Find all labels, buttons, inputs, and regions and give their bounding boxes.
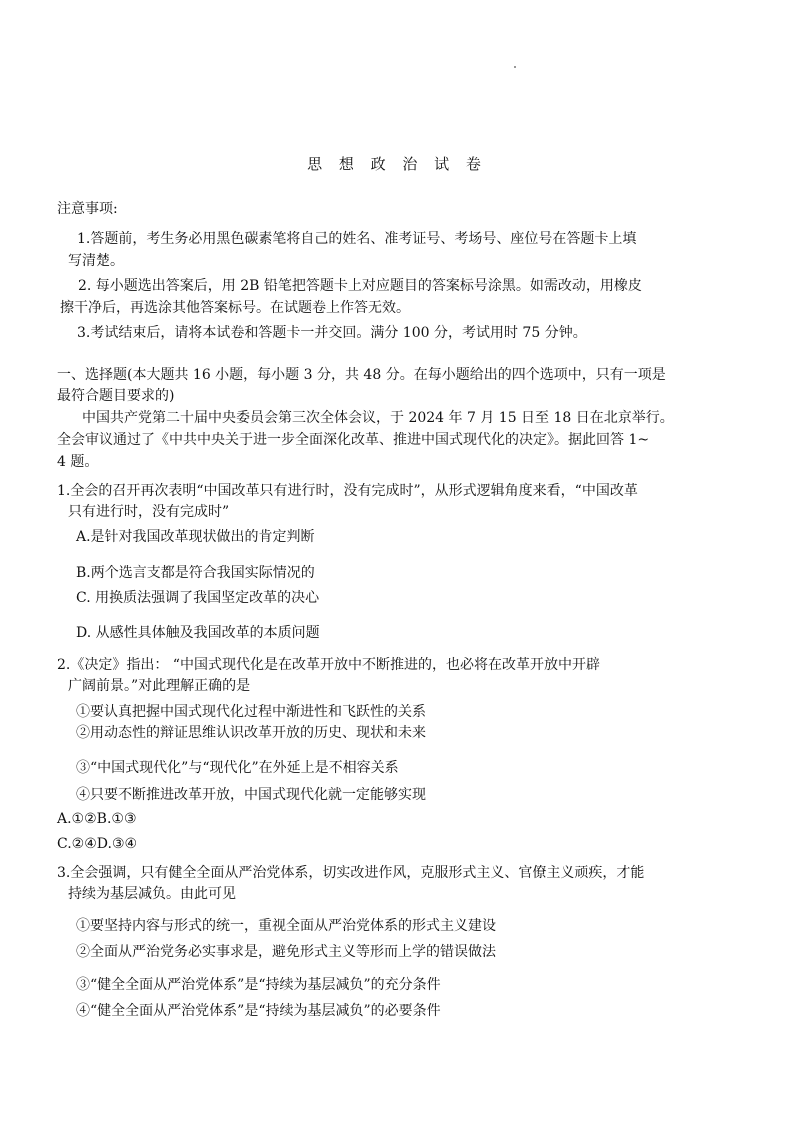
notice-item-2-line-2: 擦干净后，再选涂其他答案标号。在试题卷上作答无效。 bbox=[60, 300, 410, 316]
question-3-statement-2: ②全面从严治党务必实事求是，避免形式主义等形而上学的错误做法 bbox=[76, 944, 496, 960]
question-1-option-c: C. 用换质法强调了我国坚定改革的决心 bbox=[76, 590, 320, 606]
question-1-option-d: D. 从感性具体触及我国改革的本质问题 bbox=[76, 625, 320, 641]
question-3-stem-line-2: 持续为基层减负。由此可见 bbox=[68, 886, 236, 902]
question-1-stem-line-1: 1.全会的召开再次表明“中国改革只有进行时，没有完成时”，从形式逻辑角度来看，“中国改革 bbox=[57, 483, 638, 499]
notice-item-1-line-2: 写清楚。 bbox=[68, 253, 124, 269]
question-1-option-b: B.两个选言支都是符合我国实际情况的 bbox=[76, 565, 315, 581]
question-1-option-a: A.是针对我国改革现状做出的肯定判断 bbox=[76, 529, 315, 545]
question-1-stem-line-2: 只有进行时，没有完成时” bbox=[68, 504, 230, 520]
notice-heading: 注意事项: bbox=[57, 201, 118, 217]
question-3-statement-4: ④“健全全面从严治党体系”是“持续为基层减负”的必要条件 bbox=[76, 1003, 441, 1019]
question-2-statement-3: ③“中国式现代化”与“现代化”在外延上是不相容关系 bbox=[76, 760, 399, 776]
question-2-options-line-2: C.②④D.③④ bbox=[57, 836, 138, 852]
question-2-statement-1: ①要认真把握中国式现代化过程中渐进性和飞跃性的关系 bbox=[76, 704, 426, 720]
question-3-stem-line-1: 3.全会强调，只有健全全面从严治党体系，切实改进作风，克服形式主义、官僚主义顽疾，才能 bbox=[57, 865, 645, 881]
question-2-options-line-1: A.①②B.①③ bbox=[57, 811, 137, 827]
question-2-statement-4: ④只要不断推进改革开放，中国式现代化就一定能够实现 bbox=[76, 787, 426, 803]
material-line-3: 4 题。 bbox=[57, 454, 99, 470]
material-line-1: 中国共产党第二十届中央委员会第三次全体会议，于 2024 年 7 月 15 日至 18 日在北京举行。 bbox=[82, 410, 674, 426]
question-2-stem-line-2: 广阔前景。”对此理解正确的是 bbox=[68, 678, 251, 694]
scan-speck bbox=[514, 66, 516, 68]
section-1-heading-line-1: 一、选择题(本大题共 16 小题，每小题 3 分，共 48 分。在每小题给出的四个选项中，只有一项是 bbox=[57, 367, 666, 383]
question-2-statement-2: ②用动态性的辩证思维认识改革开放的历史、现状和未来 bbox=[76, 725, 426, 741]
question-3-statement-1: ①要坚持内容与形式的统一，重视全面从严治党体系的形式主义建设 bbox=[76, 918, 496, 934]
question-2-stem-line-1: 2.《决定》指出： “中国式现代化是在改革开放中不断推进的，也必将在改革开放中开辟 bbox=[57, 657, 600, 673]
question-3-statement-3: ③“健全全面从严治党体系”是“持续为基层减负”的充分条件 bbox=[76, 977, 441, 993]
notice-item-3: 3.考试结束后，请将本试卷和答题卡一并交回。满分 100 分，考试用时 75 分钟。 bbox=[77, 325, 587, 341]
notice-item-1-line-1: 1.答题前，考生务必用黑色碳素笔将自己的姓名、准考证号、考场号、座位号在答题卡上填 bbox=[77, 231, 637, 247]
page-title: 思 想 政 治 试 卷 bbox=[307, 155, 487, 173]
section-1-heading-line-2: 最符合题目要求的) bbox=[57, 388, 175, 404]
notice-item-2-line-1: 2. 每小题选出答案后，用 2B 铅笔把答题卡上对应题目的答案标号涂黑。如需改动，用橡皮 bbox=[78, 278, 642, 294]
material-line-2: 全会审议通过了《中共中央关于进一步全面深化改革、推进中国式现代化的决定》。据此回答 1~ bbox=[57, 432, 650, 448]
